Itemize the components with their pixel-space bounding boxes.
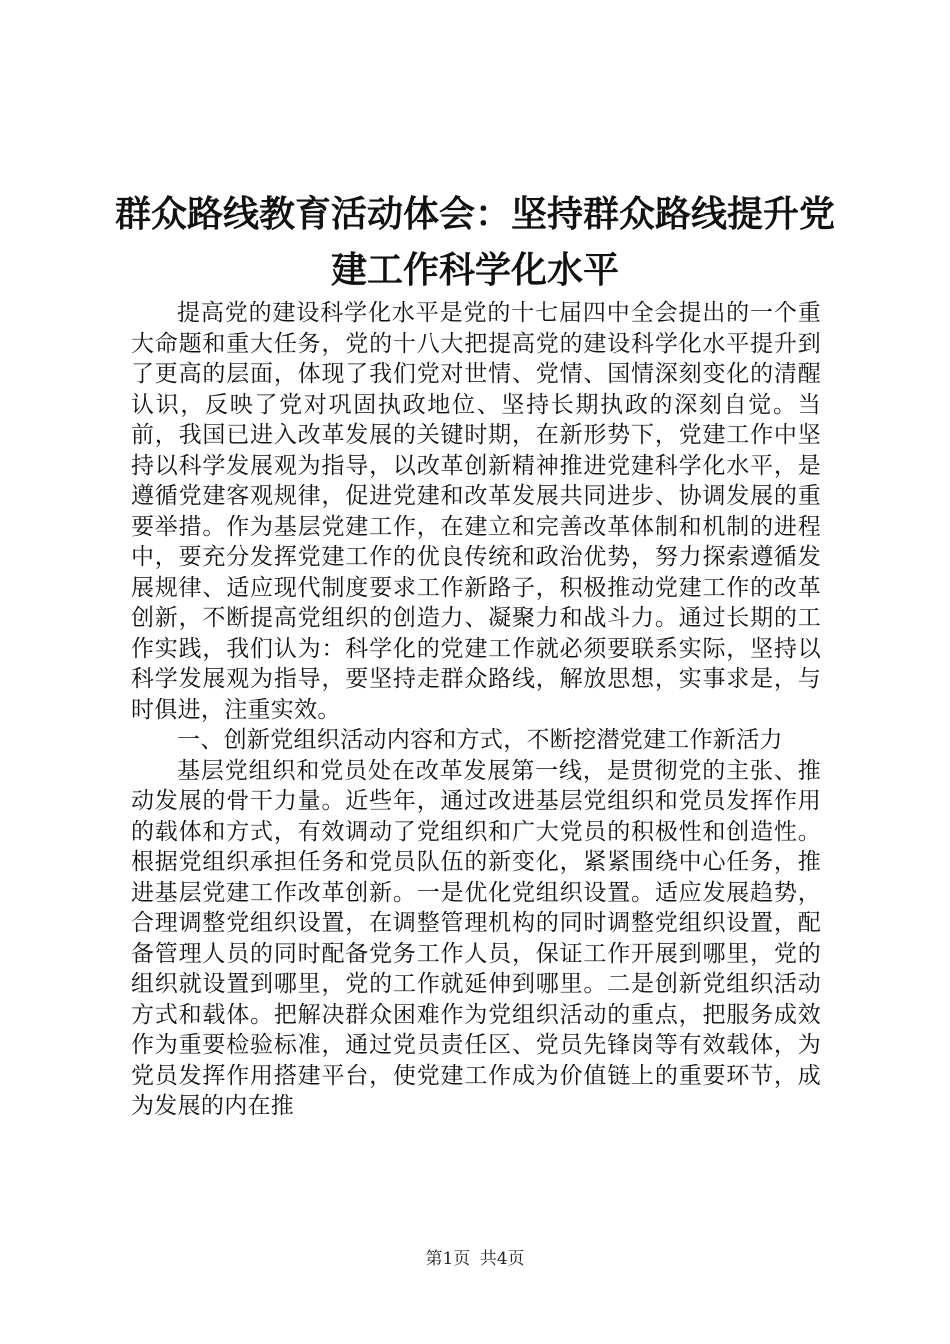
section-heading-1: 一、创新党组织活动内容和方式，不断挖潜党建工作新活力 bbox=[177, 727, 783, 753]
page-footer bbox=[0, 1244, 950, 1269]
document-body bbox=[131, 298, 821, 1122]
paragraph-section-1: 基层党组织和党员处在改革发展第一线，是贯彻党的主张、推动发展的骨干力量。近些年，通过改进基层党组织和党员发挥作用的载体和方式，有效调动了党组织和广大党员的积极性和创造性。根据党组织承担任务和党员队伍的新变化，紧紧围绕中心任务，推进基层党建工作改革创新。一是优化党组织设置。适应发展趋势，合理调整党组织设置，在调整管理机构的同时调整党组织设置，配备管理人员的同时配备党务工作人员，保证工作开展到哪里，党的组织就设置到哪里，党的工作就延伸到哪里。二是创新党组织活动方式和载体。把解决群众困难作为党组织活动的重点，把服务成效作为重要检验标准，通过党员责任区、党员先锋岗等有效载体，为党员发挥作用搭建平台，使党建工作成为价值链上的重要环节，成为发展的内在推 bbox=[131, 757, 821, 1119]
page-total: 共4页 bbox=[479, 1249, 525, 1269]
paragraph-intro: 提高党的建设科学化水平是党的十七届四中全会提出的一个重大命题和重大任务，党的十八大把提高党的建设科学化水平提升到了更高的层面，体现了我们党对世情、党情、国情深刻变化的清醒认识，反映了党对巩固执政地位、坚持长期执政的深刻自觉。当前，我国已进入改革发展的关键时期，在新形势下，党建工作中坚持以科学发展观为指导，以改革创新精神推进党建科学化水平，是遵循党建客观规律，促进党建和改革发展共同进步、协调发展的重要举措。作为基层党建工作，在建立和完善改革体制和机制的进程中，要充分发挥党建工作的优良传统和政治优势，努力探索遵循发展规律、适应现代制度要求工作新路子，积极推动党建工作的改革创新，不断提高党组织的创造力、凝聚力和战斗力。通过长期的工作实践，我们认为：科学化的党建工作就必须要联系实际，坚持以科学发展观为指导，要坚持走群众路线，解放思想，实事求是，与时俱进，注重实效。 bbox=[131, 300, 821, 723]
document-title bbox=[110, 186, 840, 298]
title-line-2: 建工作科学化水平 bbox=[330, 249, 619, 291]
page-number: 第1页 bbox=[425, 1249, 471, 1269]
title-line-1: 群众路线教育活动体会：坚持群众路线提升党 bbox=[114, 193, 835, 235]
